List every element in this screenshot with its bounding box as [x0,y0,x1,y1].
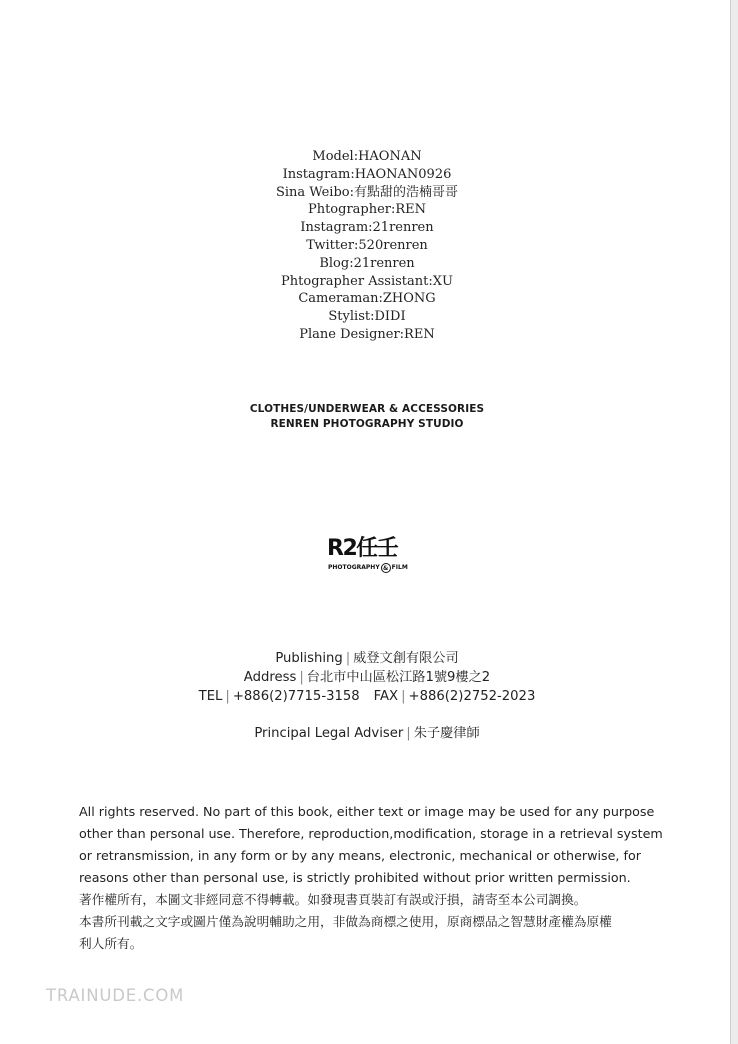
credit-line: Stylist:DIDI [328,309,406,325]
studio-line-clothes: CLOTHES/UNDERWEAR & ACCESSORIES [249,403,485,415]
address-value: 台北市中山區松江路1號9樓之2 [306,669,491,685]
logo-tagline-left: PHOTOGRAPHY [328,564,380,571]
credit-line: Blog:21renren [319,255,415,271]
logo-ampersand: & [381,563,391,573]
fax-label: FAX [373,688,399,704]
copyright-line: 著作權所有，本圖文非經同意不得轉載。如發現書頁裝訂有誤或汙損，請寄至本公司調換。 [79,892,587,907]
publishing-line [0,650,734,669]
credit-line: Twitter:520renren [306,237,428,253]
legal-value: 朱子慶律師 [413,726,480,741]
contact-line [0,688,734,707]
studio-logo [327,536,411,576]
legal-label: Principal Legal Adviser [254,726,404,741]
address-label: Address [243,669,297,685]
credit-line: Sina Weibo:有點甜的浩楠哥哥 [275,184,458,200]
tel-label: TEL [198,688,223,704]
credit-line: Instagram:HAONAN0926 [282,166,452,182]
tel-value: +886(2)7715-3158 [232,688,360,704]
publishing-value: 威登文創有限公司 [353,651,459,666]
watermark: TRAINUDE.COM [46,986,185,1005]
separator: | [225,688,230,704]
credits-block [0,148,734,344]
fax-value: +886(2)2752-2023 [408,688,536,704]
credit-line: Cameraman:ZHONG [298,291,436,307]
credit-line: Plane Designer:REN [299,326,435,342]
credit-line: Phtographer:REN [307,202,427,218]
credit-line: Instagram:21renren [300,220,434,236]
separator: | [345,651,351,666]
logo-tagline [328,563,408,573]
logo-wordmark: R2任壬 [327,536,398,561]
separator: | [406,726,411,741]
studio-line-name: RENREN PHOTOGRAPHY STUDIO [270,418,464,430]
copyright-line: 本書所刊載之文字或圖片僅為說明輔助之用，非做為商標之使用，原商標品之智慧財產權為原權 [79,914,612,929]
copyright-line: 利人所有。 [79,936,143,951]
copyright-line: All rights reserved. No part of this book, either text or image may be used for any purpose [79,804,655,819]
logo-tagline-right: FILM [391,564,408,571]
publishing-block [0,650,734,706]
separator: | [401,688,406,704]
separator: | [299,669,304,685]
credit-line: Phtographer Assistant:XU [281,273,453,289]
copyright-line: other than personal use. Therefore, reproduction,modification, storage in a retrieval system [79,826,663,841]
address-line [0,669,734,688]
studio-block [0,402,734,432]
copyright-line: reasons other than personal use, is strictly prohibited without prior written permission. [79,870,631,885]
copyright-line: or retransmission, in any form or by any means, electronic, mechanical or otherwise, for [79,848,641,863]
credit-line: Model:HAONAN [312,149,422,164]
copyright-notice [79,801,669,955]
legal-adviser-line [0,724,734,743]
publishing-label: Publishing [275,651,343,666]
